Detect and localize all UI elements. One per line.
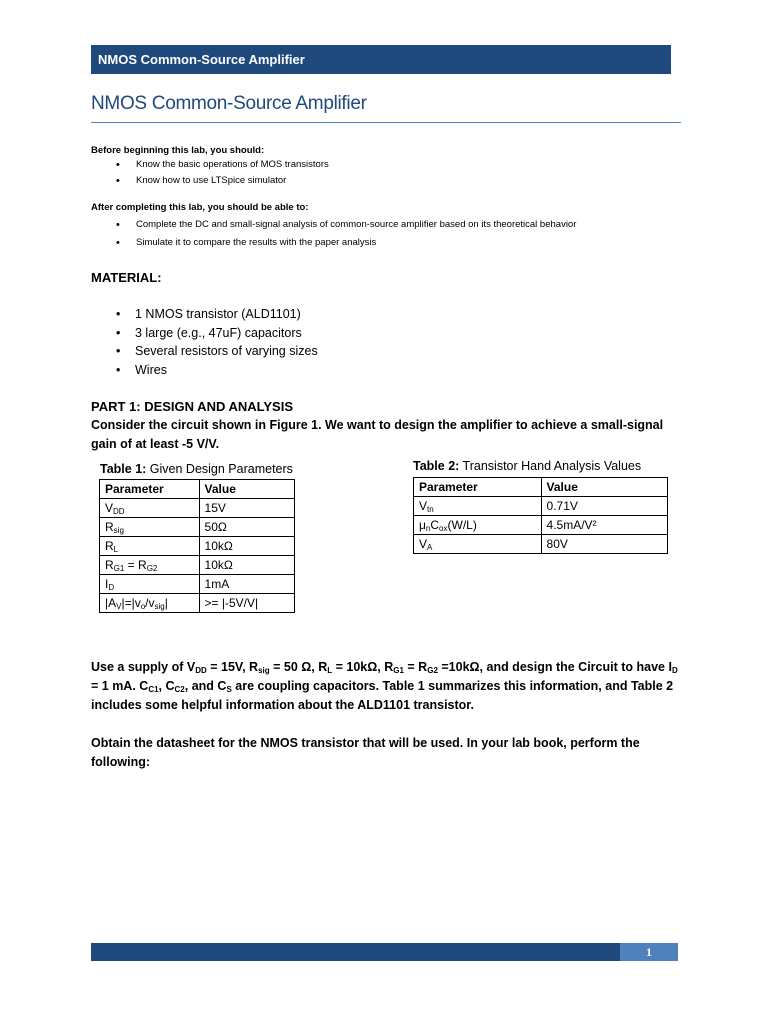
document-title: NMOS Common-Source Amplifier [91,93,681,123]
running-header: NMOS Common-Source Amplifier [91,45,671,74]
table-header-cell: Value [199,480,294,499]
list-item: • Know how to use LTSpice simulator [116,173,329,189]
after-heading: After completing this lab, you should be able to: [91,202,309,213]
table-row [414,516,668,535]
list-item: • Complete the DC and small-signal analysis of common-source amplifier based on its theoretical behavior [116,216,576,234]
table-cell: $R_L$ [100,537,200,556]
after-list [116,216,576,252]
datasheet-paragraph: Obtain the datasheet for the NMOS transistor that will be used. In your lab book, perform the following: [91,736,640,769]
table-cell: $R_{G1} = R_{G2}$ [100,556,200,575]
table-cell: $R_{sig}$ [100,518,200,537]
part1-heading: PART 1: DESIGN AND ANALYSIS [91,399,294,414]
list-item: • 3 large (e.g., 47uF) capacitors [116,324,318,343]
table-header-cell: Parameter [414,478,542,497]
table-cell: $V_A$ [414,535,542,554]
table-row [414,535,668,554]
list-item: • Wires [116,361,318,380]
before-list [116,157,329,189]
table-cell: $|A_V|=|v_o/v_{sig}|$ [100,594,200,613]
table-cell: 10kΩ [199,537,294,556]
table-cell: 0.71V [541,497,667,516]
table-cell: $V_{tn}$ [414,497,542,516]
before-heading: Before beginning this lab, you should: [91,145,265,156]
table1-caption: Table 1: Given Design Parameters [100,462,293,476]
table-cell: $V_{DD}$ [100,499,200,518]
table-cell: 4.5mA/V² [541,516,667,535]
table-row [100,556,295,575]
table-header-cell: Parameter [100,480,200,499]
table-cell: 1mA [199,575,294,594]
table2 [413,477,668,554]
table-cell: $\mu_nC_{ox}(W/L)$ [414,516,542,535]
table-cell: >= |-5V/V| [199,594,294,613]
list-item: • Simulate it to compare the results with the paper analysis [116,234,576,252]
table-cell: $I_D$ [100,575,200,594]
footer-bar [91,943,678,961]
table-cell: 10kΩ [199,556,294,575]
table-row [100,594,295,613]
table-header-cell: Value [541,478,667,497]
table-cell: 15V [199,499,294,518]
list-item: • Several resistors of varying sizes [116,342,318,361]
table-row [100,518,295,537]
list-item: • Know the basic operations of MOS transistors [116,157,329,173]
part1-intro: Consider the circuit shown in Figure 1. We want to design the amplifier to achieve a small-signal gain of at least -5 V/V. [91,418,664,451]
table-row [100,537,295,556]
material-list [116,305,318,379]
table-row [100,480,295,499]
supply-paragraph: Use a supply of $V_{DD} = 15V$, $R_{sig} = 50$ Ω, $R_L = 10k\Omega$, $R_{G1} = R_{G2} =10k\Omega$, and design the Circuit to have $I_D = 1$ mA. $C_{C1}$, $C_{C2}$, and $C_S$ are coupling capacitors. Table 1 summarizes this information, and Table 2 includes some helpful information about the ALD1101 transistor. [91,660,678,712]
table-row [100,499,295,518]
list-item: • 1 NMOS transistor (ALD1101) [116,305,318,324]
page-number: 1 [620,943,678,961]
table1 [99,479,295,613]
table-row [414,497,668,516]
table2-caption: Table 2: Transistor Hand Analysis Values [413,459,642,473]
table-cell: 80V [541,535,667,554]
table-cell: 50Ω [199,518,294,537]
table-row [414,478,668,497]
material-heading: MATERIAL: [91,270,162,285]
table-row [100,575,295,594]
